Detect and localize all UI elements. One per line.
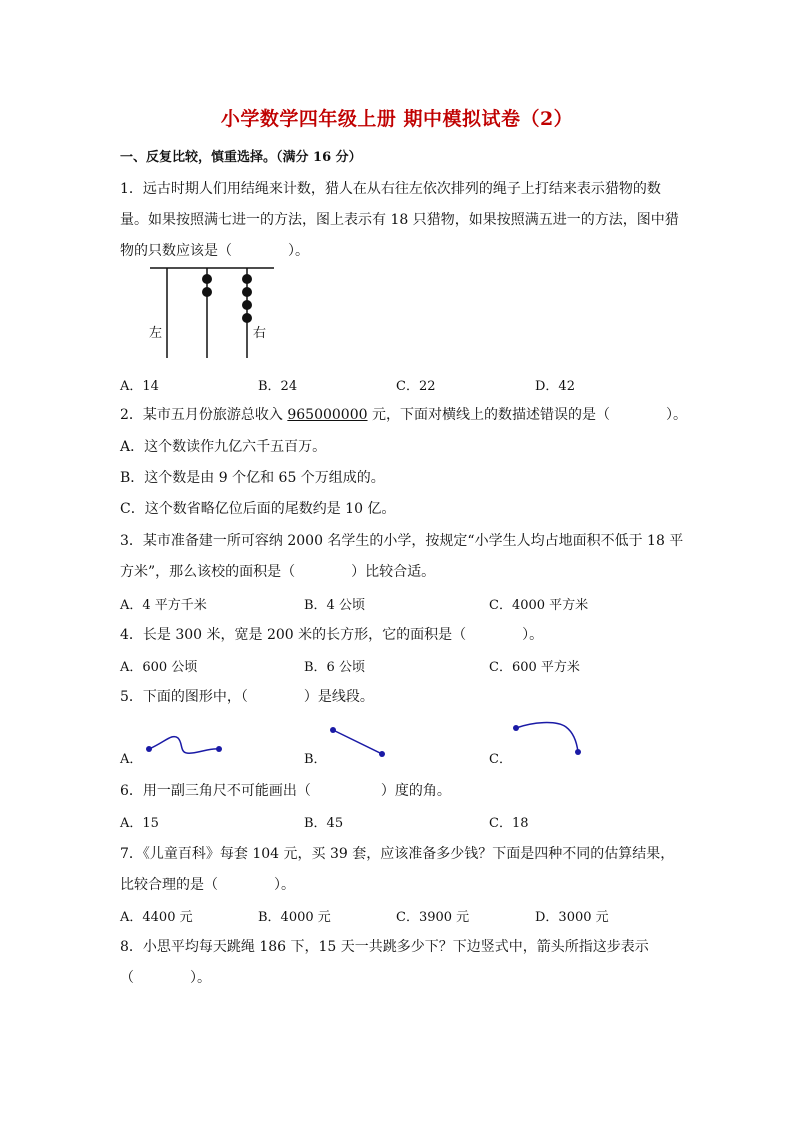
knot	[242, 300, 252, 310]
q2-statement-b: B．这个数是由 9 个亿和 65 个万组成的。	[120, 470, 385, 486]
curve-figure-c	[508, 717, 588, 759]
right-label: 右	[253, 326, 267, 341]
exam-title: 小学数学四年级上册 期中模拟试卷（2）	[220, 108, 574, 130]
q5-option-a: A．	[120, 752, 143, 767]
q5-option-b: B．	[304, 752, 327, 767]
knot-rope-figure	[140, 258, 280, 368]
q6-option-a: A．15	[120, 816, 159, 831]
q1-line-2: 量。如果按照满七进一的方法，图上表示有 18 只猎物，如果按照满五进一的方法，图中猎	[120, 212, 679, 228]
q1-option-d: D．42	[535, 379, 575, 394]
q6-option-c: C．18	[489, 816, 529, 831]
q6-option-b: B．45	[304, 816, 344, 831]
left-label: 左	[149, 326, 163, 341]
q7-option-c: C．3900 元	[396, 910, 470, 925]
q5-line-1: 5．下面的图形中，（ ）是线段。	[120, 689, 374, 705]
q3-line-1: 3．某市准备建一所可容纳 2000 名学生的小学，按规定“小学生人均占地面积不低于 18 平	[120, 533, 684, 549]
q6-line-1: 6．用一副三角尺不可能画出（ ）度的角。	[120, 783, 451, 799]
q2-statement-c: C．这个数省略亿位后面的尾数约是 10 亿。	[120, 501, 396, 517]
curve-figure-a	[140, 728, 230, 763]
q3-option-a: A．4 平方千米	[120, 598, 207, 613]
knot	[242, 274, 252, 284]
q1-option-b: B．24	[258, 379, 298, 394]
q1-line-1: 1．远古时期人们用结绳来计数，猎人在从右往左依次排列的绳子上打结来表示猎物的数	[120, 181, 661, 197]
q3-option-b: B．4 公顷	[304, 598, 365, 613]
q4-line-1: 4．长是 300 米，宽是 200 米的长方形，它的面积是（ ）。	[120, 627, 544, 643]
knot	[202, 274, 212, 284]
q4-option-b: B．6 公顷	[304, 660, 365, 675]
q3-option-c: C．4000 平方米	[489, 598, 589, 613]
knot	[202, 287, 212, 297]
q8-line-1: 8．小思平均每天跳绳 186 下，15 天一共跳多少下？下边竖式中，箭头所指这步表示	[120, 939, 649, 955]
q8-line-2: （ ）。	[120, 970, 211, 986]
q3-line-2: 方米”，那么该校的面积是（ ）比较合适。	[120, 564, 436, 580]
q4-option-c: C．600 平方米	[489, 660, 580, 675]
q1-line-3: 物的只数应该是（ ）。	[120, 243, 309, 259]
underlined-number: 965000000	[287, 407, 368, 423]
segment-figure-b	[325, 723, 390, 761]
knot	[242, 313, 252, 323]
q7-option-b: B．4000 元	[258, 910, 331, 925]
q4-option-a: A．600 公顷	[120, 660, 198, 675]
q1-option-a: A．14	[120, 379, 159, 394]
q7-line-1: 7．《儿童百科》每套 104 元，买 39 套，应该准备多少钱？下面是四种不同的估算结果，	[120, 846, 675, 862]
section-heading: 一、反复比较，慎重选择。（满分 16 分）	[120, 150, 362, 165]
knot	[242, 287, 252, 297]
q7-line-2: 比较合理的是（ ）。	[120, 877, 295, 893]
q2-line-1: 2．某市五月份旅游总收入 965000000 元，下面对横线上的数描述错误的是（ ）。	[120, 407, 687, 423]
q7-option-d: D．3000 元	[535, 910, 609, 925]
q7-option-a: A．4400 元	[120, 910, 193, 925]
q5-option-c: C．	[489, 752, 512, 767]
q2-statement-a: A．这个数读作九亿六千五百万。	[120, 439, 327, 455]
q1-option-c: C．22	[396, 379, 436, 394]
